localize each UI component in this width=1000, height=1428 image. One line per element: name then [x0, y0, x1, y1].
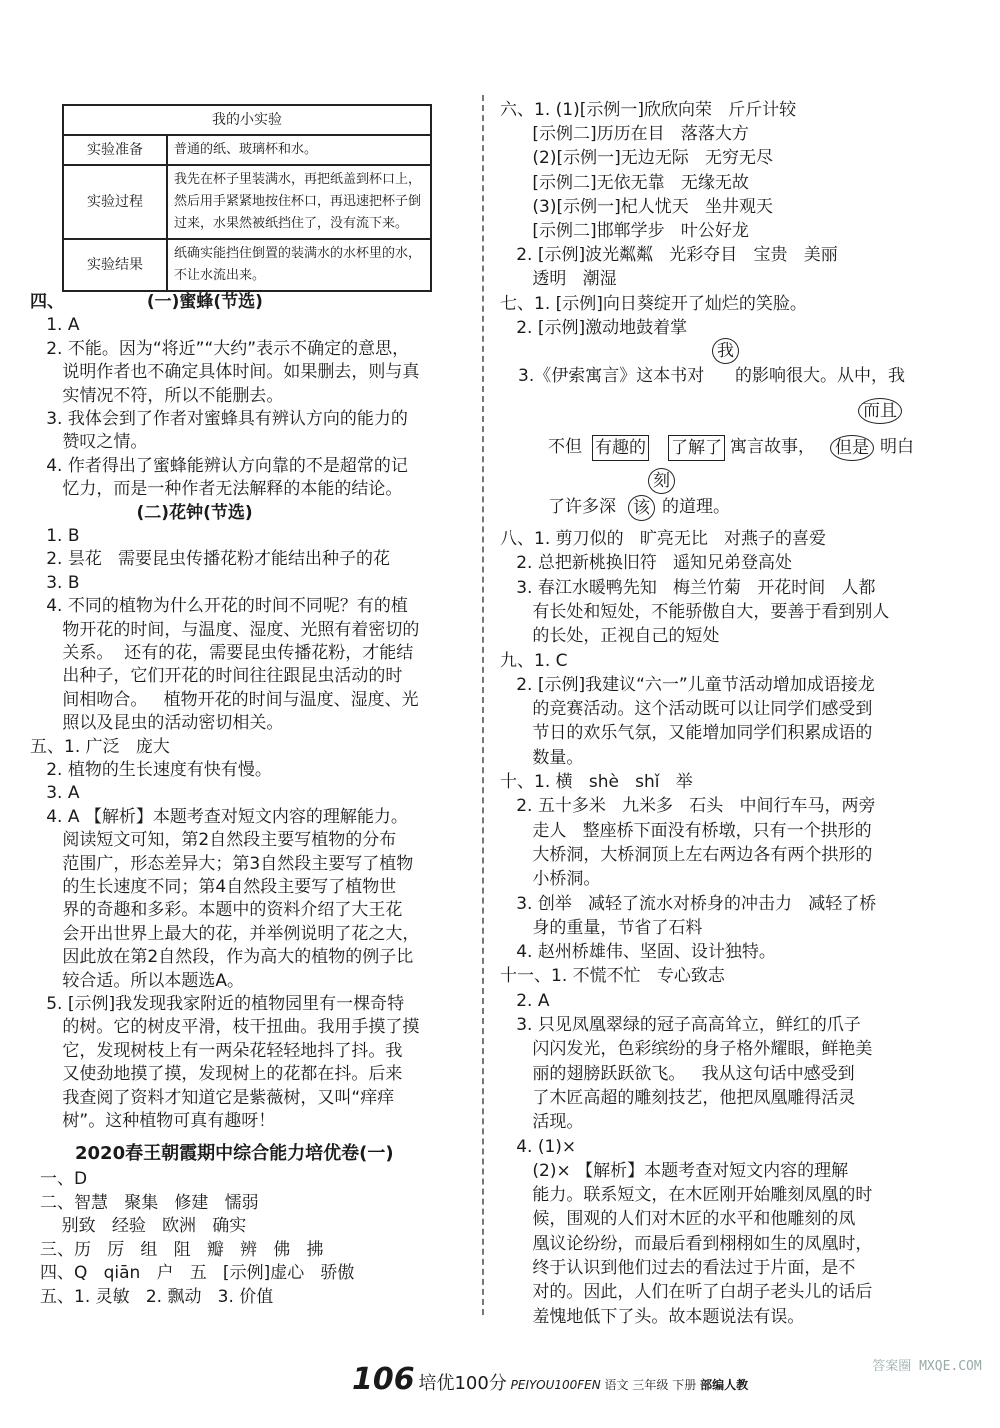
- text-line: 候，围观的人们对木匠的水平和他雕刻的凤: [500, 1209, 856, 1230]
- text-line: 实情况不符，所以不能删去。: [30, 385, 284, 406]
- text-line: 闪闪发光，色彩缤纷的身子格外耀眼，鲜艳美: [500, 1039, 873, 1060]
- text-line: (2)× 【解析】本题考查对短文内容的理解: [500, 1160, 849, 1181]
- text-line: 别致 经验 欧洲 确实: [40, 1216, 247, 1237]
- table-row-value: 纸确实能挡住倒置的装满水的水杯里的水，不让水流出来。: [167, 239, 431, 291]
- text-line: 3. 只见凤凰翠绿的冠子高高耸立，鲜红的爪子: [500, 1015, 861, 1035]
- text-line: 九、1. C: [500, 650, 568, 671]
- text-line: 八、1. 剪刀似的 旷亮无比 对燕子的喜爱: [500, 529, 827, 549]
- text-line: 十一、1. 不慌不忙 专心致志: [500, 966, 725, 987]
- text-line: 界的奇趣和多彩。本题中的资料介绍了大王花: [30, 900, 403, 921]
- insert-mark-erqie: 而且: [858, 398, 902, 424]
- table-row-key: 实验结果: [63, 239, 167, 291]
- text-line: 丽的翅膀跃跃欲飞。 我从这句话中感受到: [500, 1063, 855, 1084]
- text-line: 的长处，正视自己的短处: [500, 626, 720, 647]
- text-line: 七、1. [示例]向日葵绽开了灿烂的笑脸。: [500, 293, 807, 314]
- text-line: 阅读短文可知，第2自然段主要写植物的分布: [30, 830, 397, 851]
- text-line: 身的重量，节省了石料: [500, 917, 703, 938]
- text-line: 照以及昆虫的活动密切相关。: [30, 713, 284, 734]
- text-line: (二)花钟(节选): [30, 502, 253, 523]
- text-line: 了木匠高超的雕刻技艺，他把凤凰雕得活灵: [500, 1087, 856, 1108]
- brand-en: PEIYOU100FEN: [510, 1378, 601, 1392]
- text-line: 的生长速度不同；第4自然段主要写了植物世: [30, 877, 397, 897]
- edit-line-1a: 3.《伊索寓言》这本书对: [518, 366, 705, 386]
- insert-mark-wo: 我: [712, 338, 739, 364]
- edit-line-2a: 不但: [548, 437, 582, 457]
- text-line: 羞愧地低下了头。故本题说法有误。: [500, 1306, 805, 1327]
- text-line: 2. 五十多米 九米多 石头 中间行车马，两旁: [500, 796, 876, 817]
- text-line: 五、1. 灵敏 2. 飘动 3. 价值: [40, 1287, 274, 1307]
- brand-name: 培优100分: [418, 1373, 507, 1394]
- text-line: 六、1. (1)[示例一]欣欣向荣 斤斤计较: [500, 100, 797, 120]
- text-line: 4. 不同的植物为什么开花的时间不同呢？有的植: [30, 596, 408, 617]
- text-line: 2. 植物的生长速度有快有慢。: [30, 760, 272, 780]
- insert-mark-ke: 刻: [648, 468, 675, 494]
- text-line: 间相吻合。 植物开花的时间与温度、湿度、光: [30, 689, 419, 710]
- text-line: 终于认识到他们过去的看法过于片面，是不: [500, 1258, 856, 1278]
- text-line: 我查阅了资料才知道它是紫薇树，又叫“痒痒: [30, 1087, 395, 1108]
- column-divider: [482, 95, 484, 1315]
- text-line: 透明 潮湿: [500, 269, 617, 290]
- text-line: 3. 创举 减轻了流水对桥身的冲击力 减轻了桥: [500, 893, 877, 914]
- text-line: [示例二]邯郸学步 叶公好龙: [500, 221, 749, 241]
- text-line: 出种子，它们开花的时间往往跟昆虫活动的时: [30, 666, 403, 687]
- experiment-table: [62, 104, 432, 292]
- text-line: 2. [示例]激动地鼓着掌: [500, 317, 688, 338]
- text-line: 4. 赵州桥雄伟、坚固、设计独特。: [500, 942, 776, 963]
- text-line: 2. [示例]波光粼粼 光彩夺目 宝贵 美丽: [500, 245, 838, 266]
- text-line: 3. B: [30, 572, 80, 593]
- deleted-phrase-box: 有趣的: [592, 435, 649, 461]
- text-line: 又使劲地摸了摸，发现树上的花都在抖。后来: [30, 1064, 403, 1085]
- text-line: 节日的欢乐气氛，又能增加同学们积累成语的: [500, 723, 873, 744]
- text-line: 2. A: [500, 990, 550, 1011]
- text-line: 一、D: [40, 1169, 88, 1189]
- text-line: 因此放在第2自然段，作为高大的植物的例子比: [30, 947, 414, 968]
- table-row-key: 实验过程: [63, 165, 167, 239]
- page-number: 106: [352, 1362, 415, 1397]
- page-footer: [352, 1362, 748, 1397]
- text-line: 二、智慧 聚集 修建 懦弱: [40, 1192, 259, 1213]
- text-line: [示例二]无依无靠 无缘无故: [500, 172, 749, 193]
- moved-phrase-box: 了解了: [668, 435, 725, 461]
- text-line: 赞叹之情。: [30, 432, 148, 453]
- table-title: 我的小实验: [63, 105, 431, 135]
- edit-line-3b: 的道理。: [662, 497, 730, 517]
- text-line: [示例二]历历在目 落落大方: [500, 124, 749, 145]
- subject: 语文: [604, 1378, 629, 1392]
- term: 下册: [672, 1378, 697, 1392]
- text-line: 4. (1)×: [500, 1136, 577, 1157]
- text-line: 小桥洞。: [500, 869, 601, 890]
- text-line: 的竞赛活动。这个活动既可以让同学们感受到: [500, 699, 873, 720]
- text-line: 凰议论纷纷，而最后看到栩栩如生的凤凰时，: [500, 1233, 873, 1254]
- text-line: 范围广，形态差异大；第3自然段主要写了植物: [30, 853, 414, 874]
- text-line: 3. 春江水暖鸭先知 梅兰竹菊 开花时间 人都: [500, 577, 876, 598]
- table-row-value: 普通的纸、玻璃杯和水。: [167, 135, 431, 165]
- text-line: 四、 (一)蜜蜂(节选): [30, 292, 263, 312]
- circled-gai: 该: [628, 495, 655, 521]
- table-row-key: 实验准备: [63, 135, 167, 165]
- text-line: 大桥洞，大桥洞顶上左右两边各有两个拱形的: [500, 844, 873, 865]
- text-line: 四、Q qiān 户 五 [示例]虚心 骄傲: [40, 1263, 355, 1284]
- text-line: 3. A: [30, 783, 80, 804]
- text-line: (2)[示例一]无边无际 无穷无尽: [500, 148, 773, 169]
- edit-line-3a: 了许多深: [548, 497, 616, 517]
- text-line: 说明作者也不确定具体时间。如果删去，则与真: [30, 362, 420, 383]
- text-line: 较合适。所以本题选A。: [30, 970, 245, 991]
- text-line: 2. [示例]我建议“六一”儿童节活动增加成语接龙: [500, 674, 875, 695]
- text-line: (3)[示例一]杞人忧天 坐井观天: [500, 196, 773, 217]
- text-line: 的树。它的树皮平滑，枝干扭曲。我用手摸了摸: [30, 1017, 420, 1038]
- text-line: 三、历 厉 组 阻 瓣 辨 佛 拂: [40, 1239, 324, 1260]
- text-line: 有长处和短处，不能骄傲自大，要善于看到别人: [500, 601, 890, 622]
- text-line: 五、1. 广泛 庞大: [30, 736, 170, 757]
- edit-line-2c: 明白: [880, 437, 914, 457]
- text-line: 会开出世界上最大的花，并举例说明了花之大，: [30, 923, 420, 944]
- text-line: 3. 我体会到了作者对蜜蜂具有辨认方向的能力的: [30, 409, 408, 429]
- text-line: 能力。联系短文，在木匠刚开始雕刻凤凰的时: [500, 1185, 873, 1206]
- text-line: 走人 整座桥下面没有桥墩，只有一个拱形的: [500, 820, 872, 841]
- text-line: 数量。: [500, 747, 584, 768]
- text-line: 4. 作者得出了蜜蜂能辨认方向靠的不是超常的记: [30, 455, 408, 476]
- edition: 部编人教: [700, 1378, 749, 1392]
- text-line: 2. 昙花 需要昆虫传播花粉才能结出种子的花: [30, 549, 391, 570]
- text-line: 它，发现树枝上有一两朵花轻轻地抖了抖。我: [30, 1040, 403, 1061]
- text-line: 活现。: [500, 1112, 584, 1133]
- text-line: 十、1. 横 shè shǐ 举: [500, 772, 693, 792]
- edit-line-2b: 寓言故事，: [730, 437, 815, 457]
- text-line: 忆力，而是一种作者无法解释的本能的结论。: [30, 479, 403, 500]
- text-line: 对的。因此，人们在听了白胡子老头儿的话后: [500, 1282, 873, 1303]
- text-line: 1. B: [30, 526, 80, 546]
- text-line: 关系。 还有的花，需要昆虫传播花粉，才能结: [30, 643, 414, 663]
- text-line: 树”。这种植物可真有趣呀！: [30, 1111, 276, 1131]
- text-line: 2. 总把新桃换旧符 遥知兄弟登高处: [500, 553, 793, 574]
- text-line: 5. [示例]我发现我家附近的植物园里有一棵奇特: [30, 994, 405, 1014]
- edit-line-1b: 的影响很大。从中，我: [735, 366, 905, 386]
- text-line: 2. 不能。因为“将近”“大约”表示不确定的意思，: [30, 338, 410, 359]
- watermark-logo: 答案圈 MXQE.COM: [872, 1359, 982, 1374]
- circled-danshi: 但是: [830, 435, 874, 461]
- table-row-value: 我先在杯子里装满水，再把纸盖到杯口上，然后用手紧紧地按住杯口，再迅速把杯子倒过来，水果然被纸挡住了，没有流下来。: [167, 165, 431, 239]
- grade: 三年级: [632, 1378, 669, 1392]
- text-line: 物开花的时间，与温度、湿度、光照有着密切的: [30, 619, 420, 640]
- text-line: 1. A: [30, 315, 80, 336]
- text-line: 4. A 【解析】本题考查对短文内容的理解能力。: [30, 806, 408, 827]
- section-title: 2020春王朝霞期中综合能力培优卷(一): [75, 1143, 394, 1164]
